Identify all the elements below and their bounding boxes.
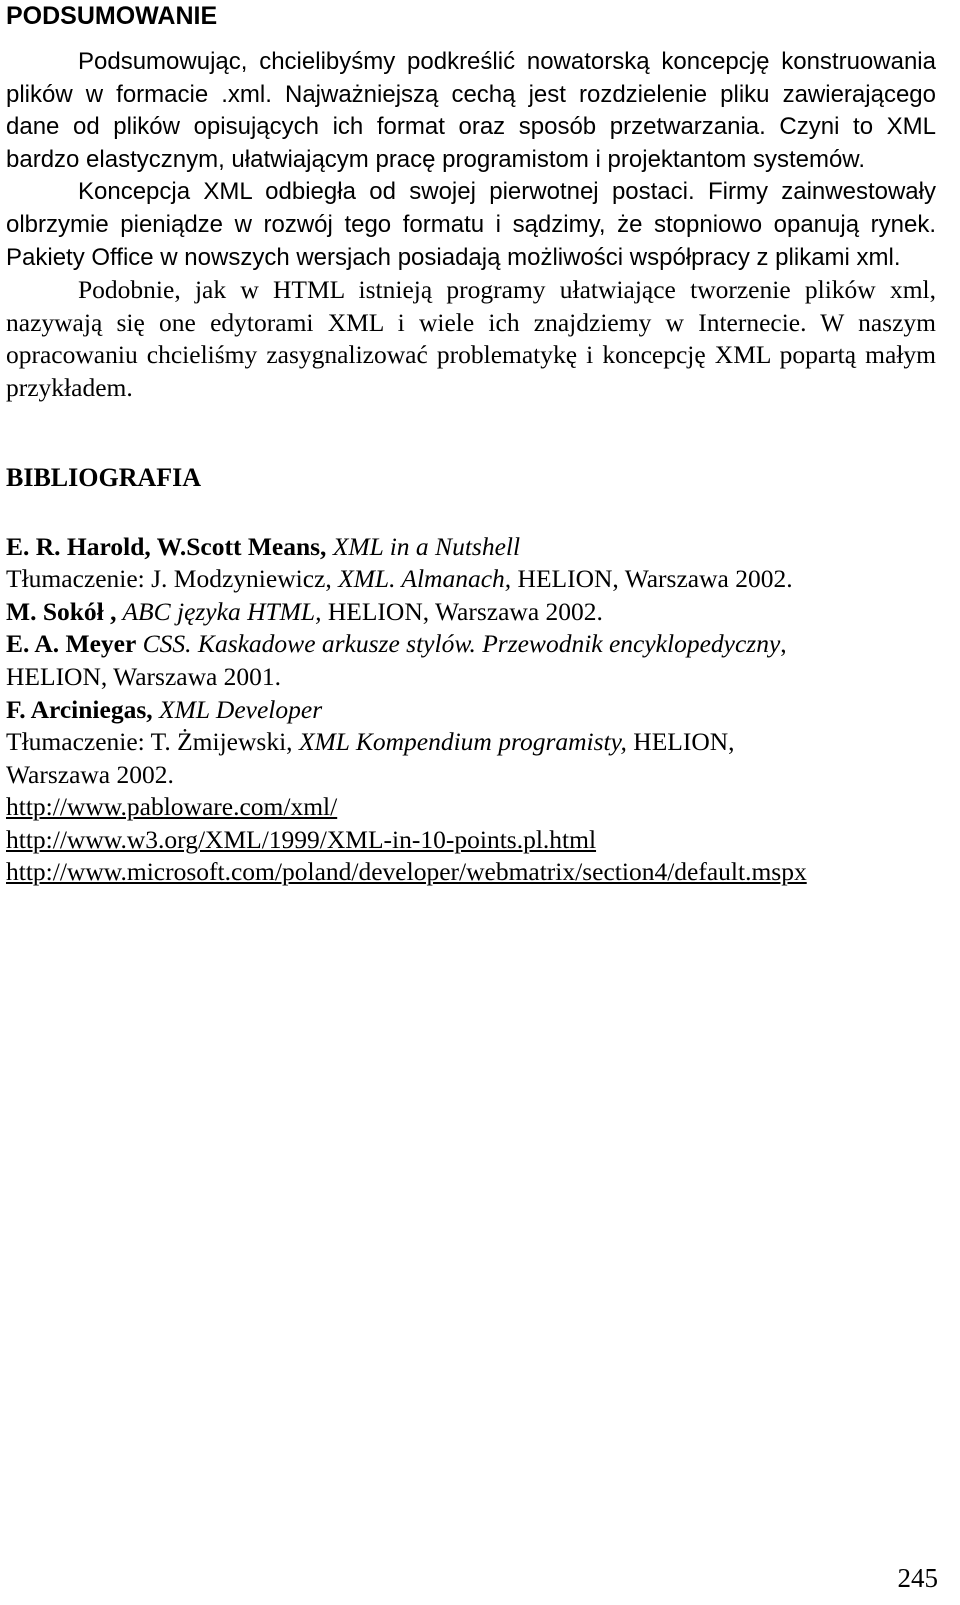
summary-paragraph-2: Koncepcja XML odbiegła od swojej pierwotnej postaci. Firmy zainwestowały olbrzymie pieniądze w rozwój tego formatu i sądzimy, że stopniowo opanują rynek. Pakiety Office w nowszych wersjach posiadają możliwości współpracy z plikami xml. — [6, 178, 936, 271]
bib-title: XML Developer — [152, 694, 323, 724]
bib-entry-harold-translation — [6, 563, 936, 596]
bib-entry-harold — [6, 531, 936, 564]
bib-author: E. A. Meyer — [6, 629, 137, 659]
bib-link-pabloware — [6, 791, 936, 824]
document-page — [6, 0, 936, 889]
bib-translator: Tłumaczenie: T. Żmijewski, — [6, 727, 299, 757]
bib-title: XML. Almanach, — [338, 564, 512, 594]
bib-entry-arciniegas-translation — [6, 726, 936, 759]
bib-title: XML Kompendium programisty, — [298, 727, 627, 757]
bib-entry-arciniegas — [6, 694, 936, 727]
summary-paragraph-3: Podobnie, jak w HTML istnieją programy ułatwiające tworzenie plików xml, nazywają się one edytorami XML i wiele ich znajdziemy w Internecie. W naszym opracowaniu chcieliśmy zasygnalizować problematykę i koncepcję XML popartą małym przykładem. — [6, 275, 936, 402]
bib-publisher: HELION, Warszawa 2002. — [511, 564, 793, 594]
bibliography-heading: BIBLIOGRAFIA — [6, 462, 202, 492]
bib-entry-meyer-publisher: HELION, Warszawa 2001. — [6, 661, 282, 691]
link-microsoft[interactable]: http://www.microsoft.com/poland/developer/webmatrix/section4/default.mspx — [6, 857, 807, 887]
summary-heading: PODSUMOWANIE — [6, 2, 218, 30]
bib-entry-meyer — [6, 628, 936, 661]
bib-title: CSS. Kaskadowe arkusze stylów. Przewodnik encyklopedyczny — [136, 629, 781, 659]
bib-entry-sokol — [6, 596, 936, 629]
bib-entry-arciniegas-publisher: Warszawa 2002. — [6, 759, 174, 789]
bib-title: ABC języka HTML, — [116, 596, 322, 626]
bib-author: E. R. Harold, W.Scott Means, — [6, 531, 327, 561]
link-pabloware[interactable]: http://www.pabloware.com/xml/ — [6, 792, 338, 822]
summary-paragraph-1: Podsumowując, chcielibyśmy podkreślić nowatorską koncepcję konstruowania plików w formacie .xml. Najważniejszą cechą jest rozdzielenie pliku zawierającego dane od plików opisujących ich format oraz sposób przetwarzania. Czyni to XML bardzo elastycznym, ułatwiającym pracę programistom i projektantom systemów. — [6, 48, 936, 173]
bib-author: M. Sokół , — [6, 596, 117, 626]
bib-translator: Tłumaczenie: J. Modzyniewicz, — [6, 564, 339, 594]
bib-publisher: HELION, — [626, 727, 735, 757]
bib-punctuation: , — [780, 629, 787, 659]
page-number: 245 — [897, 1563, 938, 1593]
bib-publisher: HELION, Warszawa 2002. — [321, 596, 603, 626]
bib-author: F. Arciniegas, — [6, 694, 153, 724]
bib-link-microsoft — [6, 856, 936, 889]
bibliography-list — [6, 531, 936, 890]
bib-link-w3 — [6, 824, 936, 857]
bib-title: XML in a Nutshell — [326, 531, 521, 561]
link-w3[interactable]: http://www.w3.org/XML/1999/XML-in-10-points.pl.html — [6, 824, 597, 854]
